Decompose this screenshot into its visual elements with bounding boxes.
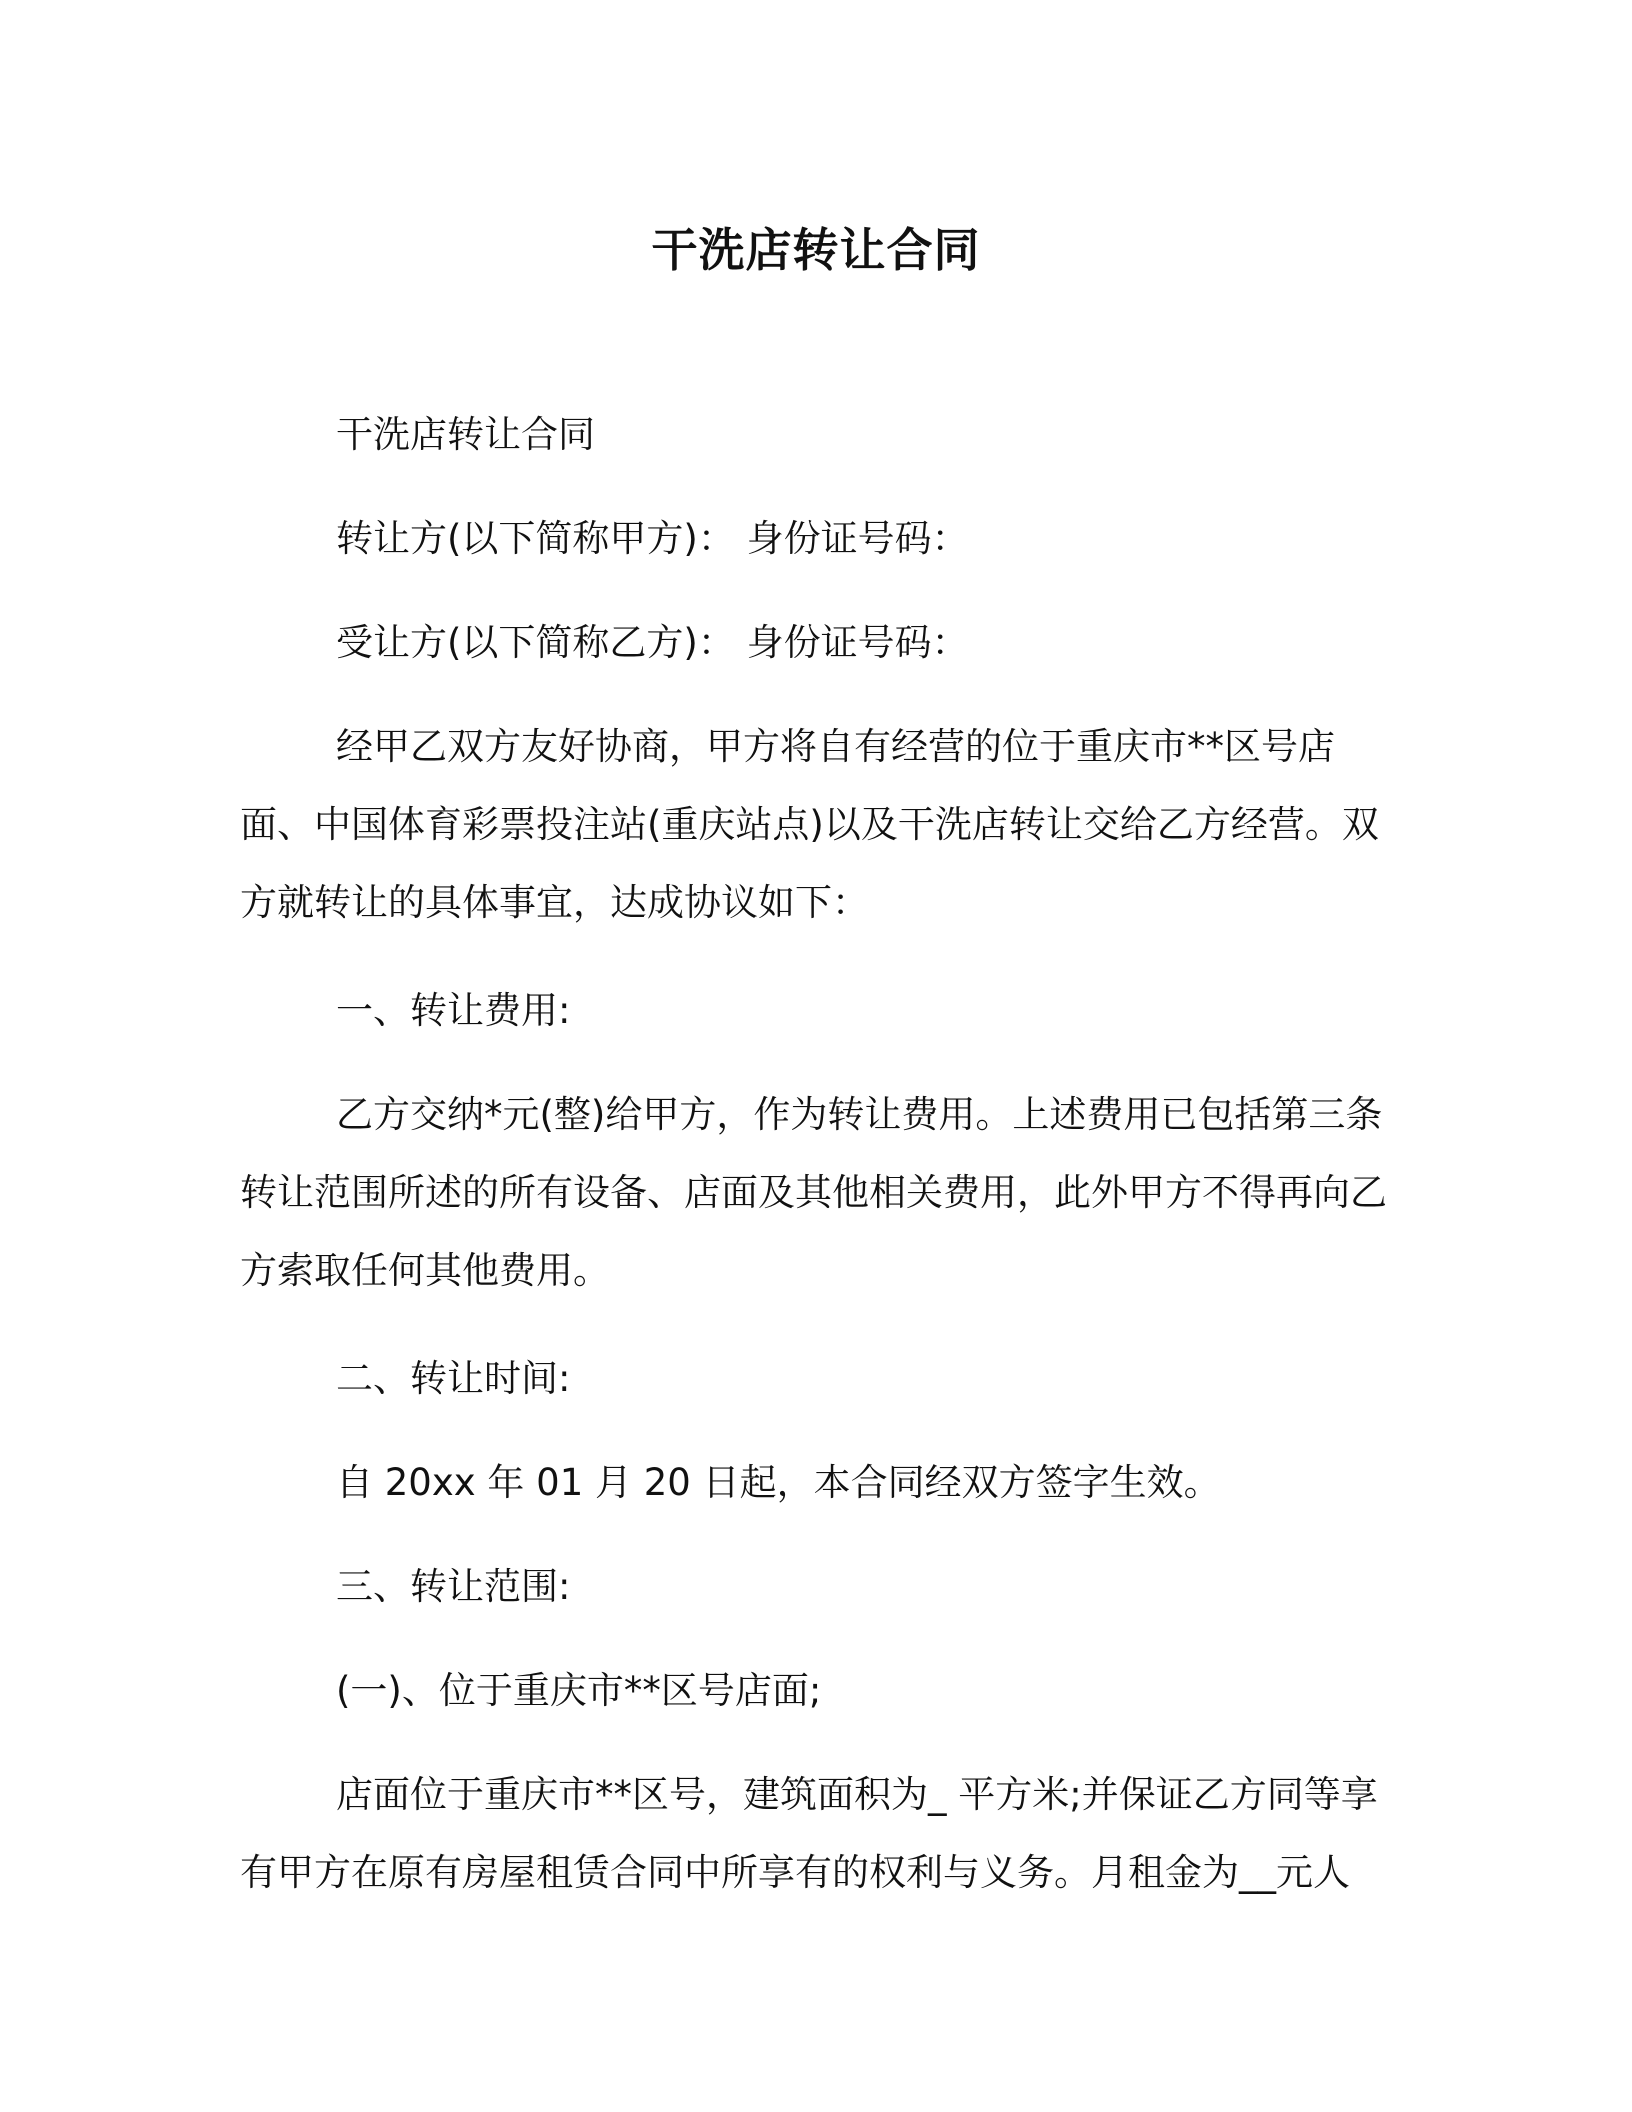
- heading-transfer-time: 二、转让时间:: [336, 1357, 571, 1400]
- paragraph-storefront: 店面位于重庆市**区号，建筑面积为_ 平方米;并保证乙方同等享有甲方在原有房屋租赁合同中所享有的权利与义务。月租金为__元人: [240, 1773, 1378, 1894]
- paragraph-transferee: 受让方(以下简称乙方)： 身份证号码：: [336, 621, 969, 664]
- document-body: [240, 396, 1400, 1912]
- paragraph-transfer-time: 自 20xx 年 01 月 20 日起，本合同经双方签字生效。: [336, 1461, 1221, 1504]
- paragraph-transfer-fee: 乙方交纳*元(整)给甲方，作为转让费用。上述费用已包括第三条转让范围所述的所有设备、店面及其他相关费用，此外甲方不得再向乙方索取任何其他费用。: [240, 1093, 1387, 1292]
- heading-transfer-scope: 三、转让范围:: [336, 1565, 571, 1608]
- paragraph-transferor: 转让方(以下简称甲方)： 身份证号码：: [336, 517, 969, 560]
- paragraph-preamble: 经甲乙双方友好协商，甲方将自有经营的位于重庆市**区号店面、中国体育彩票投注站(重庆站点)以及干洗店转让交给乙方经营。双方就转让的具体事宜，达成协议如下：: [240, 725, 1379, 924]
- document-title: 干洗店转让合同: [651, 223, 981, 277]
- paragraph-subtitle: 干洗店转让合同: [336, 413, 595, 456]
- paragraph-scope-item-1: (一)、位于重庆市**区号店面;: [336, 1669, 822, 1712]
- heading-transfer-fee: 一、转让费用:: [336, 989, 571, 1032]
